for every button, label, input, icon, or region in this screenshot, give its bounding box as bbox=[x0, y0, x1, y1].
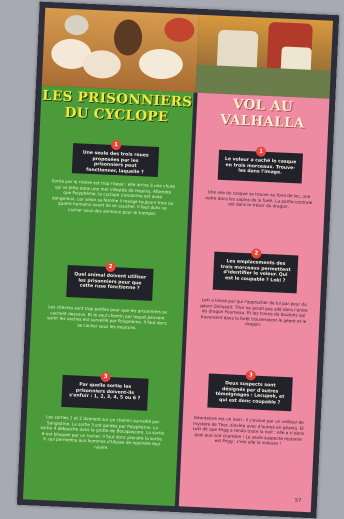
right-answer-2: Loki a laissé par qui l'approcher de lui par peur du géant Glimpstir. Thor ne serait pas allé dans l'antre du dragon Fourneau. Et les traces de boutons qui traversent dans la forêt trouveraient le géant et le dragon. bbox=[200, 297, 308, 328]
left-question-2 bbox=[66, 265, 153, 301]
left-answer-3: Les sorties 1 et 2 donnent sur un chemin surveillé par Sanglotine. La sortie 3 est gardée par Polyphème. La sortie 4 débouche dans la grotte de Bocaposcore. La sortie 6 est bloquée par un rocher. Il faut donc prendre la sortie 5, qui permettra aux hommes d'Ulysse de rejoindre leur navire. bbox=[40, 414, 165, 451]
left-answer-2: Les chèvres sont trop petites pour que les prisonniers se cachent dessous. Et le seul chemin par lequel peuvent sortir les vaches est surveillé par Polyphème. Il faut donc se cacher sous les moutons. bbox=[47, 304, 168, 330]
left-title-line1: LES PRISONNIERS bbox=[41, 87, 193, 111]
right-panel bbox=[179, 93, 330, 513]
left-question-1 bbox=[72, 143, 159, 177]
question-number: 2 bbox=[105, 262, 115, 272]
left-panel bbox=[23, 86, 194, 506]
question-number: 3 bbox=[246, 370, 256, 380]
question-text: Deux suspects sont désignés par d'autres témoignages : Lecupok, et qui est donc coupable ? bbox=[215, 381, 285, 406]
left-question-3 bbox=[61, 375, 148, 411]
left-title-line2: DU CYCLOPE bbox=[64, 104, 169, 126]
right-title bbox=[196, 95, 329, 133]
question-number: 1 bbox=[111, 140, 121, 150]
left-title bbox=[40, 88, 193, 127]
right-answer-3: Géantelore est un nain : il s'avoue par un veilleur de mystère de Thor, sincère avec d'autres en géants. Et Loki dit que Frigg a rendu toute la nuit : elle a ri dans quoi que soit chambre ! Le seule suspecte restante est Frigg : c'est elle la voleuse ! bbox=[192, 414, 305, 447]
right-title-line2: VALHALLA bbox=[219, 111, 305, 132]
right-question-2 bbox=[213, 252, 299, 294]
question-number: 2 bbox=[251, 248, 261, 258]
question-text: Quel animal doivent utiliser les prisonniers pour que cette ruse fonctionne ? bbox=[74, 272, 147, 292]
question-text: Les emplacements des trois morceaux permettent d'identifier le voleur. Qui est le coupable ? Loki ? bbox=[220, 259, 291, 284]
right-question-1 bbox=[218, 150, 303, 184]
valhalla-illustration bbox=[196, 15, 333, 99]
question-text: Par quelle sortie les prisonniers doivent-ils s'enfuir : 1, 2, 3, 4, 5 ou 6 ? bbox=[69, 382, 141, 402]
right-answer-1: Une aile du casque se trouve au fond de lac, une autre dans les sapins de la forêt. La partie centrale est dans le trésor du dragon. bbox=[205, 189, 313, 210]
right-question-3 bbox=[207, 374, 292, 412]
page-number: 57 bbox=[294, 497, 302, 504]
right-title-line1: VOL AU bbox=[232, 96, 294, 116]
question-text: Une seule des trois roues proposées par les prisonniers peut fonctionner, laquelle ? bbox=[82, 150, 149, 176]
left-answer-1: Sortie par le rivière est trop risqué : elle arrive à une chute qui se jette dans une mer infestée de requins. Attendre que Polyphème, le cyclope s'endorme est aussi dangereux, car selon sa femme il mange toujours trois ou quatre humains avant de se coucher. Il faut donc se cacher sous des animaux pour le tromper. bbox=[51, 178, 176, 216]
question-number: 1 bbox=[256, 146, 266, 156]
question-number: 3 bbox=[100, 372, 110, 382]
book-page bbox=[17, 1, 340, 518]
question-text: Le voleur a caché le casque en trois morceaux. Trouve-les dans l'image. bbox=[224, 157, 297, 176]
cyclops-illustration bbox=[42, 8, 199, 93]
